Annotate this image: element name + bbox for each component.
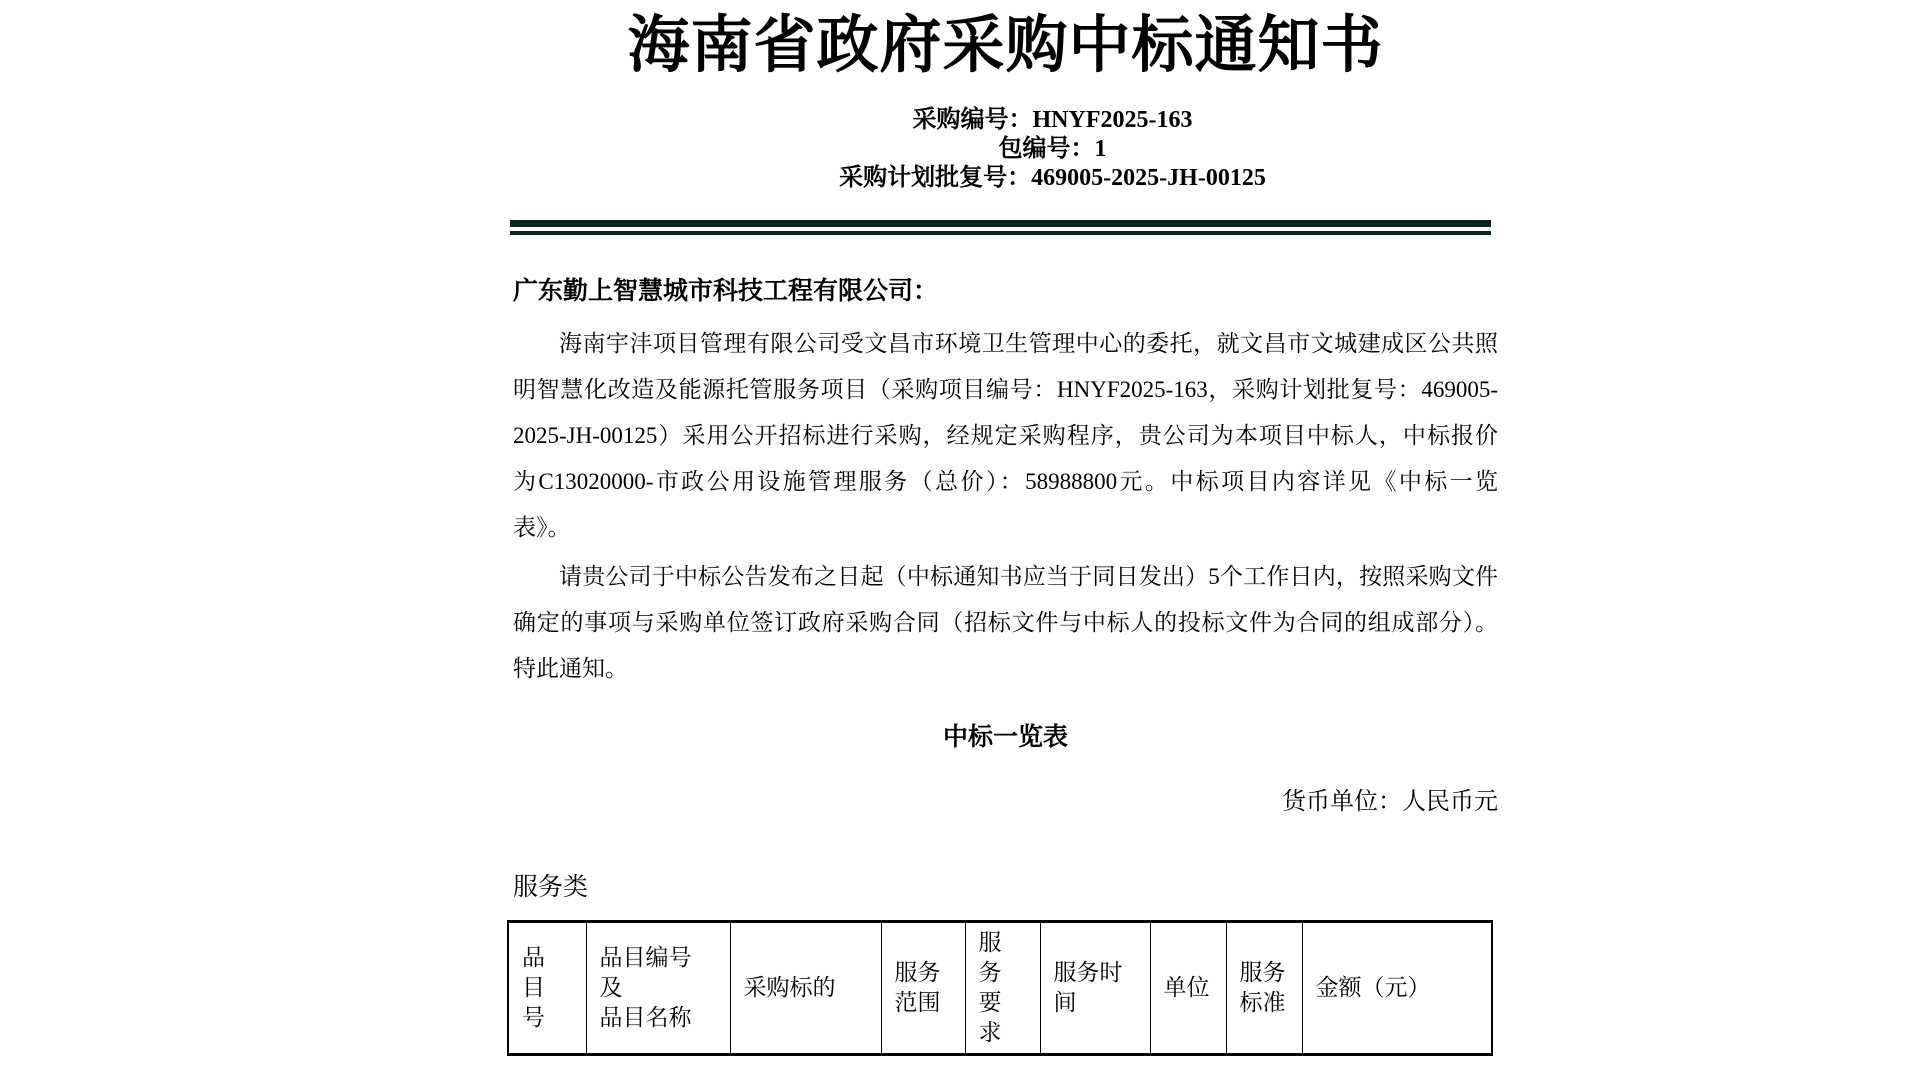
- col-header-service-scope: 服务 范围: [881, 922, 965, 1055]
- col-header-unit: 单位: [1150, 922, 1226, 1055]
- document-content: [513, 0, 1498, 1080]
- col-header-amount: 金额（元）: [1302, 922, 1492, 1055]
- recipient-company: 广东勤上智慧城市科技工程有限公司：: [513, 278, 939, 305]
- table-header-row: [508, 922, 1492, 1055]
- category-label: 服务类: [513, 874, 589, 901]
- paragraph-line: 请贵公司于中标公告发布之日起（中标通知书应当于同日发出）5个工作日内，按照采购文件: [559, 564, 1498, 589]
- meta-block: [560, 106, 1545, 193]
- body-paragraph-1: [513, 321, 1498, 551]
- paragraph-line: 2025-JH-00125）采用公开招标进行采购，经规定采购程序，贵公司为本项目中标人，中标报价: [513, 423, 1498, 448]
- section-divider: [510, 220, 1491, 235]
- paragraph-line: 表》。: [513, 515, 571, 540]
- col-header-item-code-name: 品目编号 及 品目名称: [586, 922, 730, 1055]
- procurement-plan-approval-number: 采购计划批复号：469005-2025-JH-00125: [839, 165, 1266, 191]
- divider-thick-line: [510, 220, 1491, 227]
- col-header-service-standard: 服务 标准: [1226, 922, 1302, 1055]
- document-title: 海南省政府采购中标通知书: [627, 12, 1384, 80]
- paragraph-line: 为C13020000-市政公用设施管理服务（总价）：58988800元。中标项目内容详见《中标一览: [513, 469, 1498, 494]
- procurement-number: 采购编号：HNYF2025-163: [912, 107, 1193, 133]
- award-table: [507, 920, 1493, 1056]
- currency-unit-note: 货币单位：人民币元: [1282, 789, 1498, 815]
- col-header-procurement-target: 采购标的: [730, 922, 881, 1055]
- award-table-title: 中标一览表: [942, 724, 1068, 751]
- paragraph-line: 明智慧化改造及能源托管服务项目（采购项目编号：HNYF2025-163，采购计划批复号：469005-: [513, 377, 1498, 402]
- paragraph-line: 特此通知。: [513, 656, 628, 681]
- divider-thin-line: [510, 231, 1491, 235]
- paragraph-line: 海南宇沣项目管理有限公司受文昌市环境卫生管理中心的委托，就文昌市文城建成区公共照: [559, 331, 1498, 356]
- col-header-service-time: 服务时 间: [1040, 922, 1150, 1055]
- body-paragraph-2: [513, 554, 1498, 692]
- package-number: 包编号：1: [998, 136, 1107, 162]
- paragraph-line: 确定的事项与采购单位签订政府采购合同（招标文件与中标人的投标文件为合同的组成部分）。: [513, 610, 1498, 635]
- col-header-service-requirements: 服 务 要 求: [965, 922, 1040, 1055]
- col-header-item-no: 品 目 号: [508, 922, 586, 1055]
